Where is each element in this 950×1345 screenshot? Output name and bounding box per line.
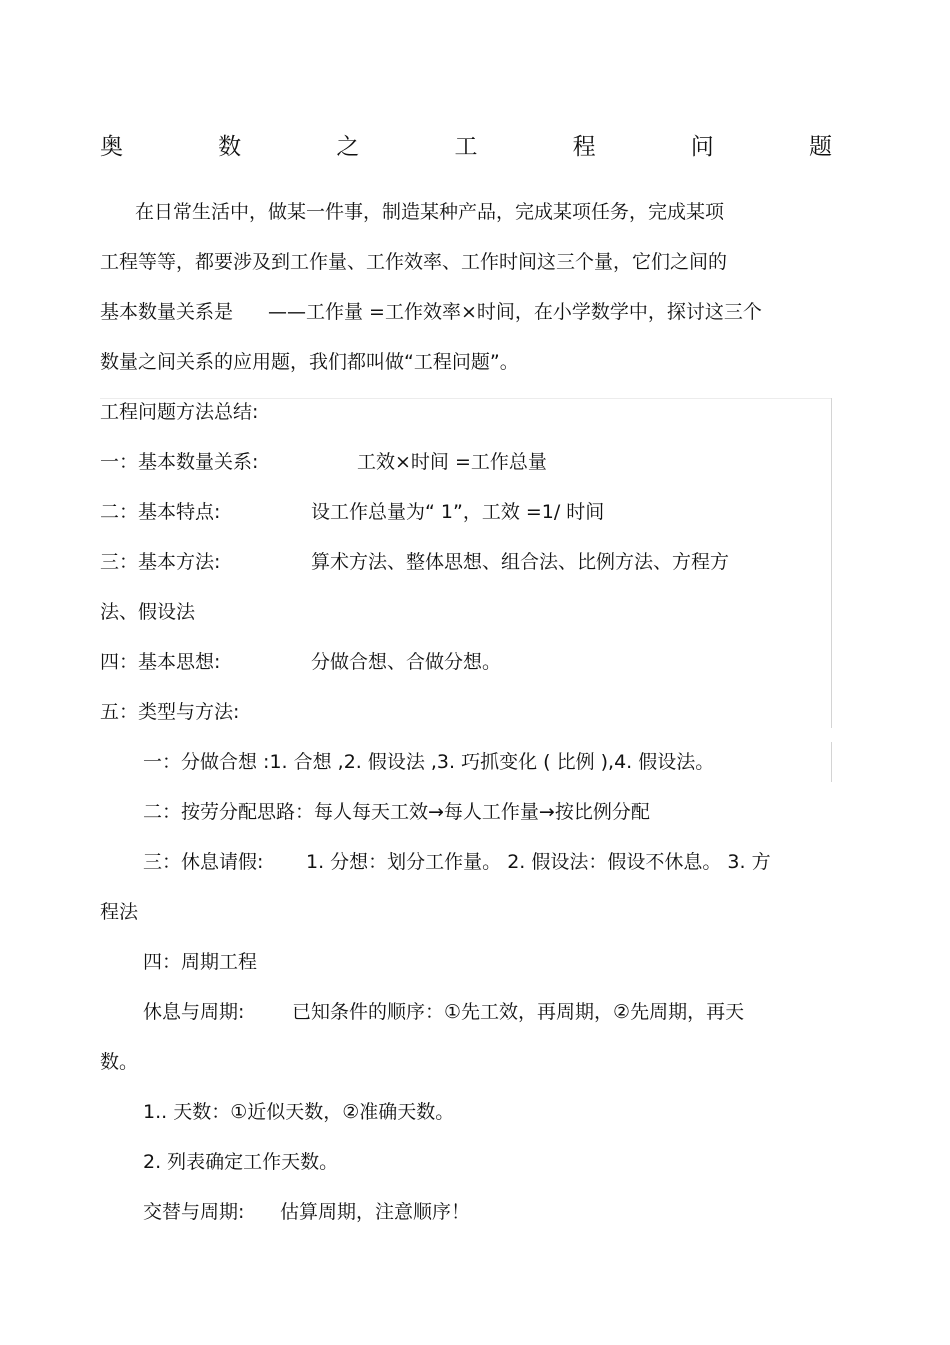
summary-value-2: 设工作总量为“ 1”，工效 =1/ 时间 [311,501,605,523]
intro-line-2: 工程等等，都要涉及到工作量、工作效率、工作时间这三个量，它们之间的 [100,251,728,273]
type-2: 二：按劳分配思路：每人每天工效→每人工作量→按比例分配 [143,801,650,823]
alternate-cycle-label: 交替与周期: [143,1201,245,1223]
intro-line-3-end: ——工作量 =工作效率×时间，在小学数学中，探讨这三个 [268,301,762,323]
summary-label-5: 五：类型与方法: [100,701,240,723]
page-title [100,128,832,161]
alternate-cycle-text: 估算周期，注意顺序！ [280,1201,471,1223]
summary-label-2: 二：基本特点: [100,501,221,523]
intro-line-4: 数量之间关系的应用题，我们都叫做“工程问题”。 [100,351,519,373]
type-3-label: 三：休息请假: [143,851,264,873]
frame-right-line [831,398,832,728]
title-char: 数 [218,134,242,160]
intro-line-3-start: 基本数量关系是 [100,301,234,323]
type-1: 一：分做合想 :1. 合想 ,2. 假设法 ,3. 巧抓变化 ( 比例 ),4. 假设法。 [143,751,715,773]
step-1: 1.. 天数：①近似天数，②准确天数。 [143,1101,455,1123]
title-char: 问 [690,134,714,160]
title-char: 程 [572,134,596,160]
step-2: 2. 列表确定工作天数。 [143,1151,339,1173]
summary-label-3: 三：基本方法: [100,551,221,573]
summary-label-4: 四：基本思想: [100,651,221,673]
summary-value-3: 算术方法、整体思想、组合法、比例方法、方程方 [311,551,730,573]
type-3-cont: 程法 [100,901,139,923]
summary-value-3-cont: 法、假设法 [100,601,196,623]
title-char: 之 [336,134,360,160]
title-char: 工 [454,134,478,160]
type-3-text: 1. 分想：划分工作量。 2. 假设法：假设不休息。 3. 方 [306,851,771,873]
summary-heading: 工程问题方法总结: [100,401,259,423]
summary-label-1: 一：基本数量关系: [100,451,259,473]
title-char: 题 [808,134,832,160]
summary-value-4: 分做合想、合做分想。 [311,651,502,673]
summary-value-1: 工效×时间 =工作总量 [357,451,547,473]
title-char: 奥 [100,134,123,160]
type-4: 四：周期工程 [143,951,258,973]
rest-cycle-cont: 数。 [100,1051,139,1073]
frame-right-line-lower [831,742,832,782]
intro-line-1: 在日常生活中，做某一件事，制造某种产品，完成某项任务，完成某项 [135,201,725,223]
rest-cycle-label: 休息与周期: [143,1001,245,1023]
rest-cycle-text: 已知条件的顺序：①先工效，再周期，②先周期，再天 [292,1001,745,1023]
